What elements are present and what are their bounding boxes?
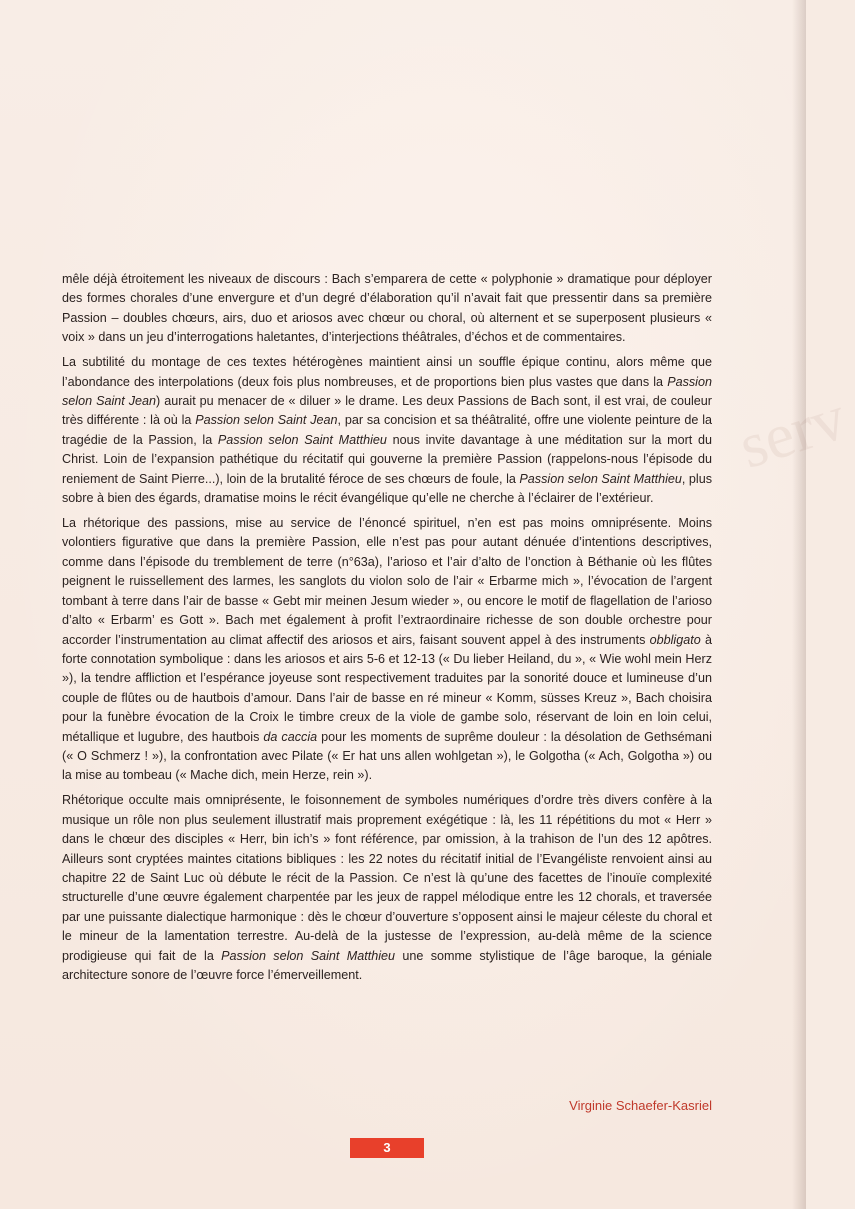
paragraph-text: nous invite davantage à une méditation sur la mort du Christ. Loin de l’expansion pathétique du récitatif qui gouverne la première Passion (rappelons-nous l’épisode du reniement de Saint Pierre...), loin de la brutalité féroce de ses chœurs de foule, la <box>62 432 713 486</box>
italic-title-text: Passion selon Saint Matthieu <box>221 948 396 963</box>
page-number-badge: 3 <box>350 1138 424 1158</box>
italic-title-text: Passion selon Saint Matthieu <box>519 471 682 486</box>
paragraph-text: , par sa concision et sa théâtralité, offre une violente peinture de la tragédie de la Passion, la <box>62 413 712 447</box>
paragraph-text: Rhétorique occulte mais omniprésente, le foisonnement de symboles numériques d’ordre très divers confère à la musique un rôle non plus seulement illustratif mais proprement exégétique : là, les 11 répétitions du mot « Herr » dans le chœur des disciples « Herr, bin ich’s » font référence, par omission, à la trahison de l’un des 12 apôtres. Ailleurs sont cryptées maintes citations bibliques : les 22 notes du récitatif initial de l’Evangéliste renvoient ainsi au chapitre 22 de Saint Luc où débute le récit de la Passion. Ce n’est là qu’une des facettes de l’inouïe complexité structurelle d’une œuvre également charpentée par les jeux de rappel mélodique entre les 12 chorals, et traversée par une puissante dialectique harmonique : dès le chœur d’ouverture s’opposent ainsi le majeur céleste du choral et le mineur de la lamentation terrestre. Au-delà de la justesse de l’expression, au-delà même de la science prodigieuse qui fait de la <box>62 793 712 963</box>
paragraph-text: une somme stylistique de l’âge baroque, la géniale architecture sonore de l’œuvre force l’émerveillement. <box>62 948 712 982</box>
paragraph-text: La rhétorique des passions, mise au service de l’énoncé spirituel, n’en est pas moins omniprésente. Moins volontiers figurative que dans la première Passion, elle n’est pas pour autant dénuée d’intentions descriptives, comme dans l’épisode du tremblement de terre (n°63a), l’arioso et l’air d’alto de l’onction à Béthanie où les flûtes peignent le ruissellement des larmes, les sanglots du violon solo de l’air « Erbarme mich », l’évocation de l’argent tombant à terre dans l’air de basse « Gebt mir meinen Jesum wieder », ou encore le motif de flagellation de l’arioso d’alto « Erbarm’ es Gott ». Bach met également à profit l’extraordinaire richesse de son double orchestre pour accorder l’instrumentation au climat affectif des ariosos et airs, faisant souvent appel à des instruments <box>62 516 712 647</box>
italic-title-text: Passion selon Saint Matthieu <box>217 432 387 447</box>
paragraph-text: pour les moments de suprême douleur : la désolation de Gethsémani (« O Schmerz ! »), la confrontation avec Pilate (« Er hat uns allen wohlgetan »), le Golgotha (« Ach, Golgotha ») ou la mise au tombeau (« Mache dich, mein Herze, rein »). <box>62 729 712 783</box>
article-body <box>62 270 712 991</box>
body-paragraph <box>62 270 712 348</box>
paragraph-text: mêle déjà étroitement les niveaux de discours : Bach s’emparera de cette « polyphonie » dramatique pour déployer des formes chorales d’une envergure et d’un degré d’élaboration qu’il n’avait fait que pressentir dans sa première Passion – doubles chœurs, airs, duo et ariosos avec chœur ou choral, où alternent et se superposent plusieurs « voix » dans un jeu d’interrogations haletantes, d’interjections théâtrales, d’échos et de commentaires. <box>62 272 712 345</box>
paragraph-text: , plus sobre à bien des égards, dramatise moins le récit évangélique qu’elle ne cherche à l’éclairer de l’extérieur. <box>62 471 713 506</box>
body-paragraph <box>62 514 712 786</box>
paragraph-text: à forte connotation symbolique : dans les ariosos et airs 5-6 et 12-13 (« Du lieber Heiland, du », « Wie wohl mein Herz »), la tendre affliction et l’espérance joyeuse sont respectivement traduites par la sonorité douce et lumineuse d’un couple de flûtes ou de hautbois d’amour. Dans l’air de basse en ré mineur « Komm, süsses Kreuz », Bach choisira pour la funèbre évocation de la Croix le timbre creux de la viole de gambe solo, réservant de loin en loin celui, métallique et lugubre, des hautbois <box>62 632 712 744</box>
author-signature: Virginie Schaefer-Kasriel <box>569 1098 712 1113</box>
italic-title-text: da caccia <box>263 729 318 744</box>
body-paragraph <box>62 791 712 985</box>
italic-title-text: obbligato <box>649 632 701 647</box>
page-edge-shadow <box>792 0 806 1209</box>
paragraph-text: ) aurait pu menacer de « diluer » le drame. Les deux Passions de Bach sont, il est vrai, de couleur très différente : là où la <box>62 394 712 428</box>
italic-title-text: Passion selon Saint Jean <box>195 413 338 428</box>
body-paragraph <box>62 353 712 508</box>
paragraph-text: La subtilité du montage de ces textes hétérogènes maintient ainsi un souffle épique continu, alors même que l’abondance des interpolations (deux fois plus nombreuses, et de proportions bien plus vastes que dans la <box>62 355 712 389</box>
italic-title-text: Passion selon Saint Jean <box>62 374 712 409</box>
